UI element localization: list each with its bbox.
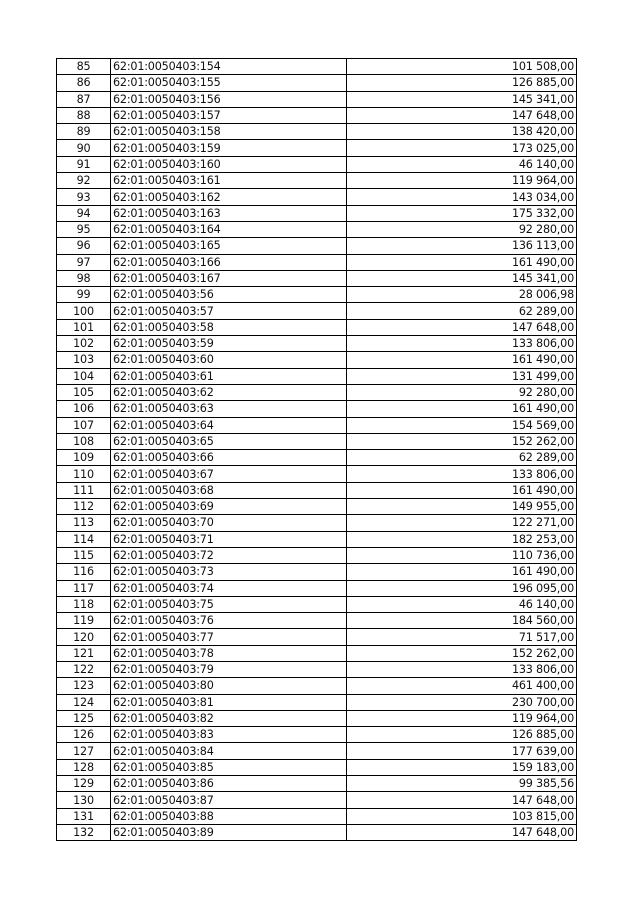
cadastral-number-cell: 62:01:0050403:75 <box>111 596 347 612</box>
row-number-cell: 105 <box>57 384 111 400</box>
table-row <box>57 401 577 417</box>
value-cell: 147 648,00 <box>347 792 577 808</box>
table-row <box>57 727 577 743</box>
row-number-cell: 100 <box>57 303 111 319</box>
row-number-cell: 123 <box>57 678 111 694</box>
value-cell: 103 815,00 <box>347 808 577 824</box>
cadastral-number-cell: 62:01:0050403:86 <box>111 776 347 792</box>
cadastral-number-cell: 62:01:0050403:83 <box>111 727 347 743</box>
value-cell: 182 253,00 <box>347 531 577 547</box>
row-number-cell: 96 <box>57 238 111 254</box>
table-row <box>57 613 577 629</box>
table-row <box>57 140 577 156</box>
row-number-cell: 92 <box>57 173 111 189</box>
row-number-cell: 94 <box>57 205 111 221</box>
cadastral-number-cell: 62:01:0050403:155 <box>111 75 347 91</box>
cadastral-number-cell: 62:01:0050403:79 <box>111 661 347 677</box>
table-row <box>57 189 577 205</box>
value-cell: 62 289,00 <box>347 303 577 319</box>
row-number-cell: 116 <box>57 564 111 580</box>
cadastral-number-cell: 62:01:0050403:56 <box>111 287 347 303</box>
value-cell: 159 183,00 <box>347 759 577 775</box>
table-row <box>57 238 577 254</box>
row-number-cell: 107 <box>57 417 111 433</box>
row-number-cell: 85 <box>57 59 111 75</box>
value-cell: 149 955,00 <box>347 499 577 515</box>
cadastral-number-cell: 62:01:0050403:162 <box>111 189 347 205</box>
value-cell: 147 648,00 <box>347 107 577 123</box>
cadastral-number-cell: 62:01:0050403:87 <box>111 792 347 808</box>
table-row <box>57 450 577 466</box>
value-cell: 126 885,00 <box>347 727 577 743</box>
table-row <box>57 91 577 107</box>
value-cell: 145 341,00 <box>347 270 577 286</box>
table-row <box>57 466 577 482</box>
table-row <box>57 205 577 221</box>
cadastral-number-cell: 62:01:0050403:69 <box>111 499 347 515</box>
value-cell: 28 006,98 <box>347 287 577 303</box>
cadastral-number-cell: 62:01:0050403:166 <box>111 254 347 270</box>
cadastral-number-cell: 62:01:0050403:154 <box>111 59 347 75</box>
value-cell: 147 648,00 <box>347 319 577 335</box>
table-row <box>57 352 577 368</box>
row-number-cell: 131 <box>57 808 111 824</box>
row-number-cell: 119 <box>57 613 111 629</box>
table-body <box>57 59 577 841</box>
cadastral-number-cell: 62:01:0050403:89 <box>111 824 347 840</box>
row-number-cell: 125 <box>57 710 111 726</box>
cadastral-number-cell: 62:01:0050403:64 <box>111 417 347 433</box>
value-cell: 173 025,00 <box>347 140 577 156</box>
value-cell: 101 508,00 <box>347 59 577 75</box>
value-cell: 154 569,00 <box>347 417 577 433</box>
cadastral-number-cell: 62:01:0050403:74 <box>111 580 347 596</box>
row-number-cell: 97 <box>57 254 111 270</box>
table-row <box>57 678 577 694</box>
row-number-cell: 109 <box>57 450 111 466</box>
table-row <box>57 336 577 352</box>
cadastral-number-cell: 62:01:0050403:70 <box>111 515 347 531</box>
row-number-cell: 89 <box>57 124 111 140</box>
cadastral-number-cell: 62:01:0050403:60 <box>111 352 347 368</box>
table-row <box>57 156 577 172</box>
row-number-cell: 127 <box>57 743 111 759</box>
value-cell: 152 262,00 <box>347 433 577 449</box>
cadastral-number-cell: 62:01:0050403:58 <box>111 319 347 335</box>
table-row <box>57 564 577 580</box>
row-number-cell: 88 <box>57 107 111 123</box>
value-cell: 92 280,00 <box>347 384 577 400</box>
cadastral-number-cell: 62:01:0050403:66 <box>111 450 347 466</box>
value-cell: 145 341,00 <box>347 91 577 107</box>
value-cell: 161 490,00 <box>347 401 577 417</box>
table-row <box>57 808 577 824</box>
value-cell: 133 806,00 <box>347 661 577 677</box>
row-number-cell: 106 <box>57 401 111 417</box>
row-number-cell: 93 <box>57 189 111 205</box>
row-number-cell: 108 <box>57 433 111 449</box>
row-number-cell: 113 <box>57 515 111 531</box>
row-number-cell: 115 <box>57 547 111 563</box>
table-row <box>57 107 577 123</box>
value-cell: 147 648,00 <box>347 824 577 840</box>
value-cell: 92 280,00 <box>347 221 577 237</box>
table-row <box>57 59 577 75</box>
cadastral-number-cell: 62:01:0050403:157 <box>111 107 347 123</box>
cadastral-number-cell: 62:01:0050403:73 <box>111 564 347 580</box>
value-cell: 126 885,00 <box>347 75 577 91</box>
table-row <box>57 694 577 710</box>
row-number-cell: 87 <box>57 91 111 107</box>
cadastral-number-cell: 62:01:0050403:62 <box>111 384 347 400</box>
table-row <box>57 580 577 596</box>
cadastral-number-cell: 62:01:0050403:156 <box>111 91 347 107</box>
table-row <box>57 173 577 189</box>
cadastral-number-cell: 62:01:0050403:59 <box>111 336 347 352</box>
table-row <box>57 270 577 286</box>
row-number-cell: 121 <box>57 645 111 661</box>
value-cell: 119 964,00 <box>347 173 577 189</box>
table-row <box>57 629 577 645</box>
table-row <box>57 824 577 840</box>
table-row <box>57 499 577 515</box>
cadastral-number-cell: 62:01:0050403:82 <box>111 710 347 726</box>
cadastral-number-cell: 62:01:0050403:167 <box>111 270 347 286</box>
cadastral-number-cell: 62:01:0050403:164 <box>111 221 347 237</box>
table-row <box>57 75 577 91</box>
value-cell: 133 806,00 <box>347 336 577 352</box>
value-cell: 133 806,00 <box>347 466 577 482</box>
table-row <box>57 645 577 661</box>
value-cell: 161 490,00 <box>347 254 577 270</box>
table-row <box>57 515 577 531</box>
row-number-cell: 110 <box>57 466 111 482</box>
cadastral-number-cell: 62:01:0050403:65 <box>111 433 347 449</box>
row-number-cell: 95 <box>57 221 111 237</box>
table-row <box>57 417 577 433</box>
row-number-cell: 112 <box>57 499 111 515</box>
row-number-cell: 129 <box>57 776 111 792</box>
value-cell: 99 385,56 <box>347 776 577 792</box>
cadastral-number-cell: 62:01:0050403:160 <box>111 156 347 172</box>
cadastral-value-table <box>56 58 577 841</box>
table-row <box>57 384 577 400</box>
value-cell: 161 490,00 <box>347 564 577 580</box>
table-row <box>57 254 577 270</box>
value-cell: 143 034,00 <box>347 189 577 205</box>
cadastral-number-cell: 62:01:0050403:81 <box>111 694 347 710</box>
table-row <box>57 661 577 677</box>
value-cell: 131 499,00 <box>347 368 577 384</box>
table-row <box>57 743 577 759</box>
table-row <box>57 221 577 237</box>
cadastral-number-cell: 62:01:0050403:67 <box>111 466 347 482</box>
table-row <box>57 531 577 547</box>
value-cell: 184 560,00 <box>347 613 577 629</box>
row-number-cell: 103 <box>57 352 111 368</box>
cadastral-number-cell: 62:01:0050403:159 <box>111 140 347 156</box>
row-number-cell: 117 <box>57 580 111 596</box>
row-number-cell: 102 <box>57 336 111 352</box>
value-cell: 46 140,00 <box>347 156 577 172</box>
table-row <box>57 710 577 726</box>
cadastral-number-cell: 62:01:0050403:71 <box>111 531 347 547</box>
table-row <box>57 287 577 303</box>
row-number-cell: 86 <box>57 75 111 91</box>
table-row <box>57 792 577 808</box>
value-cell: 230 700,00 <box>347 694 577 710</box>
row-number-cell: 120 <box>57 629 111 645</box>
value-cell: 119 964,00 <box>347 710 577 726</box>
row-number-cell: 91 <box>57 156 111 172</box>
table-row <box>57 368 577 384</box>
cadastral-number-cell: 62:01:0050403:84 <box>111 743 347 759</box>
cadastral-number-cell: 62:01:0050403:72 <box>111 547 347 563</box>
row-number-cell: 130 <box>57 792 111 808</box>
value-cell: 161 490,00 <box>347 352 577 368</box>
table-row <box>57 124 577 140</box>
value-cell: 71 517,00 <box>347 629 577 645</box>
value-cell: 138 420,00 <box>347 124 577 140</box>
row-number-cell: 124 <box>57 694 111 710</box>
row-number-cell: 128 <box>57 759 111 775</box>
cadastral-number-cell: 62:01:0050403:68 <box>111 482 347 498</box>
table-row <box>57 482 577 498</box>
cadastral-number-cell: 62:01:0050403:57 <box>111 303 347 319</box>
value-cell: 177 639,00 <box>347 743 577 759</box>
cadastral-number-cell: 62:01:0050403:77 <box>111 629 347 645</box>
value-cell: 152 262,00 <box>347 645 577 661</box>
cadastral-number-cell: 62:01:0050403:165 <box>111 238 347 254</box>
cadastral-number-cell: 62:01:0050403:78 <box>111 645 347 661</box>
row-number-cell: 104 <box>57 368 111 384</box>
value-cell: 122 271,00 <box>347 515 577 531</box>
row-number-cell: 98 <box>57 270 111 286</box>
cadastral-number-cell: 62:01:0050403:161 <box>111 173 347 189</box>
value-cell: 136 113,00 <box>347 238 577 254</box>
table-row <box>57 776 577 792</box>
row-number-cell: 111 <box>57 482 111 498</box>
cadastral-number-cell: 62:01:0050403:158 <box>111 124 347 140</box>
row-number-cell: 118 <box>57 596 111 612</box>
value-cell: 46 140,00 <box>347 596 577 612</box>
value-cell: 461 400,00 <box>347 678 577 694</box>
row-number-cell: 114 <box>57 531 111 547</box>
row-number-cell: 126 <box>57 727 111 743</box>
cadastral-number-cell: 62:01:0050403:163 <box>111 205 347 221</box>
value-cell: 62 289,00 <box>347 450 577 466</box>
cadastral-number-cell: 62:01:0050403:76 <box>111 613 347 629</box>
cadastral-number-cell: 62:01:0050403:85 <box>111 759 347 775</box>
table-row <box>57 303 577 319</box>
row-number-cell: 122 <box>57 661 111 677</box>
row-number-cell: 90 <box>57 140 111 156</box>
cadastral-number-cell: 62:01:0050403:80 <box>111 678 347 694</box>
cadastral-number-cell: 62:01:0050403:63 <box>111 401 347 417</box>
row-number-cell: 101 <box>57 319 111 335</box>
table-row <box>57 319 577 335</box>
value-cell: 161 490,00 <box>347 482 577 498</box>
table-row <box>57 433 577 449</box>
row-number-cell: 132 <box>57 824 111 840</box>
cadastral-number-cell: 62:01:0050403:61 <box>111 368 347 384</box>
table-row <box>57 759 577 775</box>
row-number-cell: 99 <box>57 287 111 303</box>
value-cell: 196 095,00 <box>347 580 577 596</box>
table-row <box>57 596 577 612</box>
value-cell: 110 736,00 <box>347 547 577 563</box>
value-cell: 175 332,00 <box>347 205 577 221</box>
table-row <box>57 547 577 563</box>
cadastral-number-cell: 62:01:0050403:88 <box>111 808 347 824</box>
